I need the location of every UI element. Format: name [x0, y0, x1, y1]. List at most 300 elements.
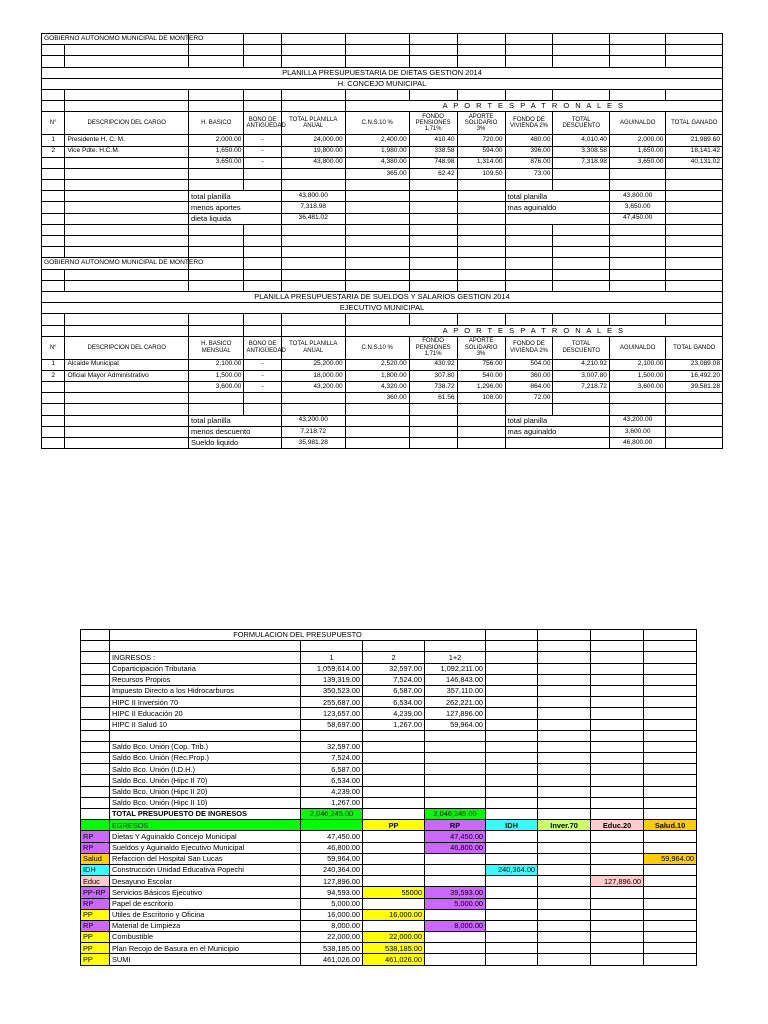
ingresos-label: INGRESOS : [110, 652, 301, 663]
cell [609, 45, 665, 56]
data-cell: 55000 [363, 887, 425, 898]
sheet-row [42, 393, 723, 404]
cell [81, 753, 110, 764]
summary-label: total planilla [505, 415, 609, 426]
sheet-row [42, 78, 723, 89]
column-header: TOTAL GANADO [666, 112, 723, 135]
summary-value: 3,600.00 [609, 426, 665, 437]
data-cell: 1,500.00 [609, 370, 665, 381]
sheet-row [42, 89, 723, 100]
cell [538, 685, 591, 696]
summary-label: total planilla [189, 191, 282, 202]
data-cell: 410.40 [409, 135, 457, 146]
data-cell: 72.00 [505, 393, 553, 404]
data-cell [591, 954, 644, 965]
cell [409, 236, 457, 247]
cell [244, 180, 281, 191]
cell [244, 314, 281, 325]
sheet-subtitle: EJECUTIVO MUNICIPAL [42, 303, 723, 314]
data-cell [363, 842, 425, 853]
cell [553, 258, 609, 269]
data-cell: Saldo Bco. Unión (Hipc II 10) [110, 797, 301, 808]
data-cell: - [244, 157, 281, 168]
cell [81, 764, 110, 775]
data-cell: Refaccion del Hospital San Lucas [110, 853, 301, 864]
data-cell: 123,657.00 [301, 708, 363, 719]
data-cell: 350,523.00 [301, 685, 363, 696]
data-cell [591, 898, 644, 909]
cell [486, 775, 538, 786]
cell [409, 247, 457, 258]
cell [457, 247, 505, 258]
cell [189, 404, 244, 415]
aportes-header: A P O R T E S P A T R O N A L E S [345, 325, 722, 336]
cell [644, 775, 697, 786]
data-cell: 594.00 [457, 146, 505, 157]
cell [42, 426, 65, 437]
data-cell: 3,007.80 [553, 370, 609, 381]
cell [42, 269, 65, 280]
cell [281, 101, 345, 112]
data-cell [591, 943, 644, 954]
cell [42, 45, 65, 56]
data-cell: 7,524.00 [363, 674, 425, 685]
data-cell: 4,320.00 [345, 382, 409, 393]
cell [591, 685, 644, 696]
cell [457, 45, 505, 56]
column-header: DESCRIPCION DEL CARGO [65, 336, 189, 359]
cell [553, 236, 609, 247]
summary-label: menos descuento [189, 426, 282, 437]
cell [81, 685, 110, 696]
cell [553, 89, 609, 100]
cell [486, 786, 538, 797]
column-header: 2 [363, 652, 425, 663]
cell [409, 415, 457, 426]
summary-value: 7,218.72 [281, 426, 345, 437]
column-header: BONO DE ANTIGÜEDAD [244, 336, 281, 359]
fund-tag: PP [81, 954, 110, 965]
cell [538, 674, 591, 685]
data-cell: 5,000.00 [301, 898, 363, 909]
cell [42, 202, 65, 213]
sheet-row [81, 697, 697, 708]
data-cell: HIPC II Salud 10 [110, 719, 301, 730]
cell [363, 741, 425, 752]
total-label: TOTAL PRESUPUESTO DE INGRESOS [110, 809, 301, 820]
cell [65, 224, 189, 235]
cell [553, 280, 609, 291]
cell [457, 415, 505, 426]
cell [609, 236, 665, 247]
cell [81, 797, 110, 808]
cell [409, 213, 457, 224]
cell [666, 269, 723, 280]
data-cell [591, 853, 644, 864]
data-cell: Sueldos y Aguinaldo Ejecutivo Municipal [110, 842, 301, 853]
data-cell: 461,026.00 [363, 954, 425, 965]
data-cell: 127,896.00 [301, 876, 363, 887]
sheet-row [42, 157, 723, 168]
column-header: AGUINALDO [609, 336, 665, 359]
sheet-row [42, 426, 723, 437]
data-cell [591, 831, 644, 842]
cell [591, 764, 644, 775]
cell [110, 730, 301, 741]
data-cell [486, 943, 538, 954]
column-header: Inver.70 [538, 820, 591, 831]
cell [425, 775, 486, 786]
cell [244, 101, 281, 112]
cell [42, 236, 65, 247]
data-cell: SUMI [110, 954, 301, 965]
data-cell: 59,964.00 [644, 853, 697, 864]
cell [42, 191, 65, 202]
column-header: RP [425, 820, 486, 831]
cell [538, 697, 591, 708]
data-cell [363, 831, 425, 842]
cell [81, 809, 110, 820]
data-cell: 32,597.00 [301, 741, 363, 752]
cell [244, 404, 281, 415]
cell [363, 797, 425, 808]
cell [591, 719, 644, 730]
cell [281, 404, 345, 415]
data-cell [644, 876, 697, 887]
cell [409, 426, 457, 437]
data-cell [644, 943, 697, 954]
data-cell: - [244, 146, 281, 157]
cell [281, 269, 345, 280]
cell [666, 213, 723, 224]
cell [65, 45, 189, 56]
data-cell: 24,000.00 [281, 135, 345, 146]
column-header: TOTAL PLANILLA ANUAL [281, 112, 345, 135]
data-cell [486, 887, 538, 898]
column-header: FONDO DE VIVIENDA 2% [505, 112, 553, 135]
data-cell: 338.58 [409, 146, 457, 157]
data-cell: 8,000.00 [425, 920, 486, 931]
data-cell: 1,059,614.00 [301, 663, 363, 674]
cell [666, 438, 723, 449]
cell [42, 404, 65, 415]
cell [538, 775, 591, 786]
cell [486, 809, 538, 820]
cell [644, 652, 697, 663]
cell [553, 56, 609, 67]
data-cell: 16,492.20 [666, 370, 723, 381]
cell [345, 180, 409, 191]
cell [538, 741, 591, 752]
cell [666, 280, 723, 291]
cell [42, 101, 65, 112]
data-cell: 1,296.00 [457, 382, 505, 393]
cell [301, 820, 363, 831]
cell [609, 404, 665, 415]
column-header: BONO DE ANTIGÜEDAD [244, 112, 281, 135]
data-cell [486, 954, 538, 965]
cell [505, 280, 553, 291]
cell [591, 663, 644, 674]
cell [457, 224, 505, 235]
cell [65, 191, 189, 202]
data-cell: 365.00 [345, 168, 409, 179]
cell [65, 404, 189, 415]
cell [189, 180, 244, 191]
cell [345, 213, 409, 224]
data-cell: 47,450.00 [301, 831, 363, 842]
cell [345, 224, 409, 235]
data-cell [538, 864, 591, 875]
cell [409, 314, 457, 325]
cell [81, 820, 110, 831]
cell [363, 786, 425, 797]
cell [486, 685, 538, 696]
data-cell: 39,581.28 [666, 382, 723, 393]
cell [591, 775, 644, 786]
cell [553, 247, 609, 258]
data-cell [363, 864, 425, 875]
data-cell: 4,239.00 [363, 708, 425, 719]
sheet-row [42, 438, 723, 449]
cell [486, 764, 538, 775]
cell [65, 415, 189, 426]
column-header: H. BASICO MENSUAL [189, 336, 244, 359]
sheet-row [81, 753, 697, 764]
data-cell: 62.42 [409, 168, 457, 179]
data-cell: 2,100.00 [609, 359, 665, 370]
cell [301, 641, 363, 652]
cell [505, 258, 553, 269]
sheet-row [81, 630, 697, 641]
cell [644, 753, 697, 764]
data-cell: 2 [42, 370, 65, 381]
cell [363, 775, 425, 786]
data-cell [363, 853, 425, 864]
data-cell: 538,185.00 [363, 943, 425, 954]
summary-value: 43,200.00 [281, 415, 345, 426]
cell [609, 56, 665, 67]
sheet-row [42, 224, 723, 235]
cell [644, 741, 697, 752]
column-header: TOTAL DESCUENTO [553, 112, 609, 135]
cell [345, 314, 409, 325]
data-cell: Vice Pdte. H.C.M. [65, 146, 189, 157]
data-cell [644, 898, 697, 909]
cell [591, 674, 644, 685]
sheet-row [42, 67, 723, 78]
data-cell [425, 954, 486, 965]
cell [538, 641, 591, 652]
data-cell [425, 909, 486, 920]
cell [538, 730, 591, 741]
cell [644, 663, 697, 674]
cell [538, 630, 591, 641]
data-cell [65, 157, 189, 168]
cell [81, 641, 110, 652]
data-cell: 1,650.00 [189, 146, 244, 157]
data-cell: 357,110.00 [425, 685, 486, 696]
cell [457, 314, 505, 325]
cell [457, 236, 505, 247]
column-header: N° [42, 336, 65, 359]
data-cell [486, 842, 538, 853]
data-cell [609, 168, 665, 179]
cell [189, 89, 244, 100]
sheet-row [42, 258, 723, 269]
cell [189, 224, 244, 235]
data-cell: 240,364.00 [486, 864, 538, 875]
data-cell: 16,000.00 [301, 909, 363, 920]
cell [457, 269, 505, 280]
summary-label: total planilla [189, 415, 282, 426]
sheet-row [42, 168, 723, 179]
cell [244, 280, 281, 291]
summary-label: dieta liquida [189, 213, 282, 224]
data-cell [591, 932, 644, 943]
cell [42, 247, 65, 258]
data-cell: Servicios Básicos Ejecutivo [110, 887, 301, 898]
fund-tag: Salud [81, 853, 110, 864]
data-cell [591, 920, 644, 931]
cell [409, 224, 457, 235]
data-cell: 3,308.58 [553, 146, 609, 157]
sheet-row [81, 764, 697, 775]
cell [591, 730, 644, 741]
sheet-row [81, 920, 697, 931]
cell [553, 269, 609, 280]
cell [486, 753, 538, 764]
sheet-row [42, 370, 723, 381]
sheet-row [42, 191, 723, 202]
data-cell [281, 393, 345, 404]
fund-tag: RP [81, 842, 110, 853]
cell [363, 753, 425, 764]
cell [666, 191, 723, 202]
data-cell: 2,520.00 [345, 359, 409, 370]
cell [666, 236, 723, 247]
sheet-row [81, 674, 697, 685]
cell [457, 213, 505, 224]
cell [189, 325, 244, 336]
data-cell: 756.00 [457, 359, 505, 370]
cell [65, 89, 189, 100]
cell [457, 34, 505, 45]
data-cell: 43,800.00 [281, 157, 345, 168]
cell [244, 56, 281, 67]
data-cell: 1,267.00 [363, 719, 425, 730]
data-cell: 73.00 [505, 168, 553, 179]
cell [345, 258, 409, 269]
payroll-sheet [41, 33, 723, 449]
cell [345, 415, 409, 426]
cell [425, 753, 486, 764]
cell [42, 89, 65, 100]
data-cell: 360.00 [505, 370, 553, 381]
cell [281, 34, 345, 45]
cell [409, 180, 457, 191]
data-cell [591, 909, 644, 920]
data-cell: 39,593.00 [425, 887, 486, 898]
cell [42, 314, 65, 325]
cell [363, 764, 425, 775]
cell [644, 719, 697, 730]
cell [409, 202, 457, 213]
cell [345, 438, 409, 449]
cell [81, 719, 110, 730]
data-cell: 864.00 [505, 382, 553, 393]
data-cell: 738.72 [409, 382, 457, 393]
sheet-row [81, 652, 697, 663]
cell [345, 34, 409, 45]
sheet-row [42, 56, 723, 67]
sheet-row [81, 708, 697, 719]
budget-sheet [80, 629, 697, 966]
cell [538, 764, 591, 775]
sheet-row [42, 291, 723, 302]
cell [666, 224, 723, 235]
fund-tag: RP [81, 831, 110, 842]
sheet-row [81, 809, 697, 820]
data-cell: Dietas Y Aguinaldo Concejo Municipal [110, 831, 301, 842]
data-cell [244, 393, 281, 404]
summary-label: menos aportes [189, 202, 282, 213]
sheet-row [42, 180, 723, 191]
data-cell: 2,000.00 [609, 135, 665, 146]
data-cell [42, 382, 65, 393]
cell [457, 89, 505, 100]
data-cell: 720.00 [457, 135, 505, 146]
cell [189, 56, 244, 67]
cell [538, 753, 591, 764]
sheet-title: PLANILLA PRESUPUESTARIA DE SUELDOS Y SALARIOS GESTION 2014 [42, 291, 723, 302]
data-cell: - [244, 135, 281, 146]
cell [81, 741, 110, 752]
sheet-row [81, 887, 697, 898]
sheet-row [81, 864, 697, 875]
data-cell: 3,600.00 [609, 382, 665, 393]
cell [81, 697, 110, 708]
data-cell: 2,000.00 [189, 135, 244, 146]
data-cell: 4,210.92 [553, 359, 609, 370]
data-cell: 21,989.60 [666, 135, 723, 146]
column-header: DESCRIPCION DEL CARGO [65, 112, 189, 135]
cell [486, 663, 538, 674]
data-cell [486, 920, 538, 931]
cell [486, 708, 538, 719]
sheet-row [42, 269, 723, 280]
data-cell: 25,200.00 [281, 359, 345, 370]
cell [244, 89, 281, 100]
data-cell: 396.00 [505, 146, 553, 157]
summary-value: 7,318.98 [281, 202, 345, 213]
column-header: PP [363, 820, 425, 831]
cell [42, 415, 65, 426]
cell [505, 247, 553, 258]
data-cell [42, 168, 65, 179]
cell [65, 213, 189, 224]
summary-value: 35,981.28 [281, 438, 345, 449]
data-cell [42, 157, 65, 168]
cell [538, 663, 591, 674]
cell [81, 674, 110, 685]
summary-label: Sueldo liquido [189, 438, 282, 449]
data-cell: Saldo Bco. Unión (Cop. Trib.) [110, 741, 301, 752]
cell [409, 191, 457, 202]
cell [457, 258, 505, 269]
fund-tag: PP [81, 943, 110, 954]
data-cell [644, 842, 697, 853]
